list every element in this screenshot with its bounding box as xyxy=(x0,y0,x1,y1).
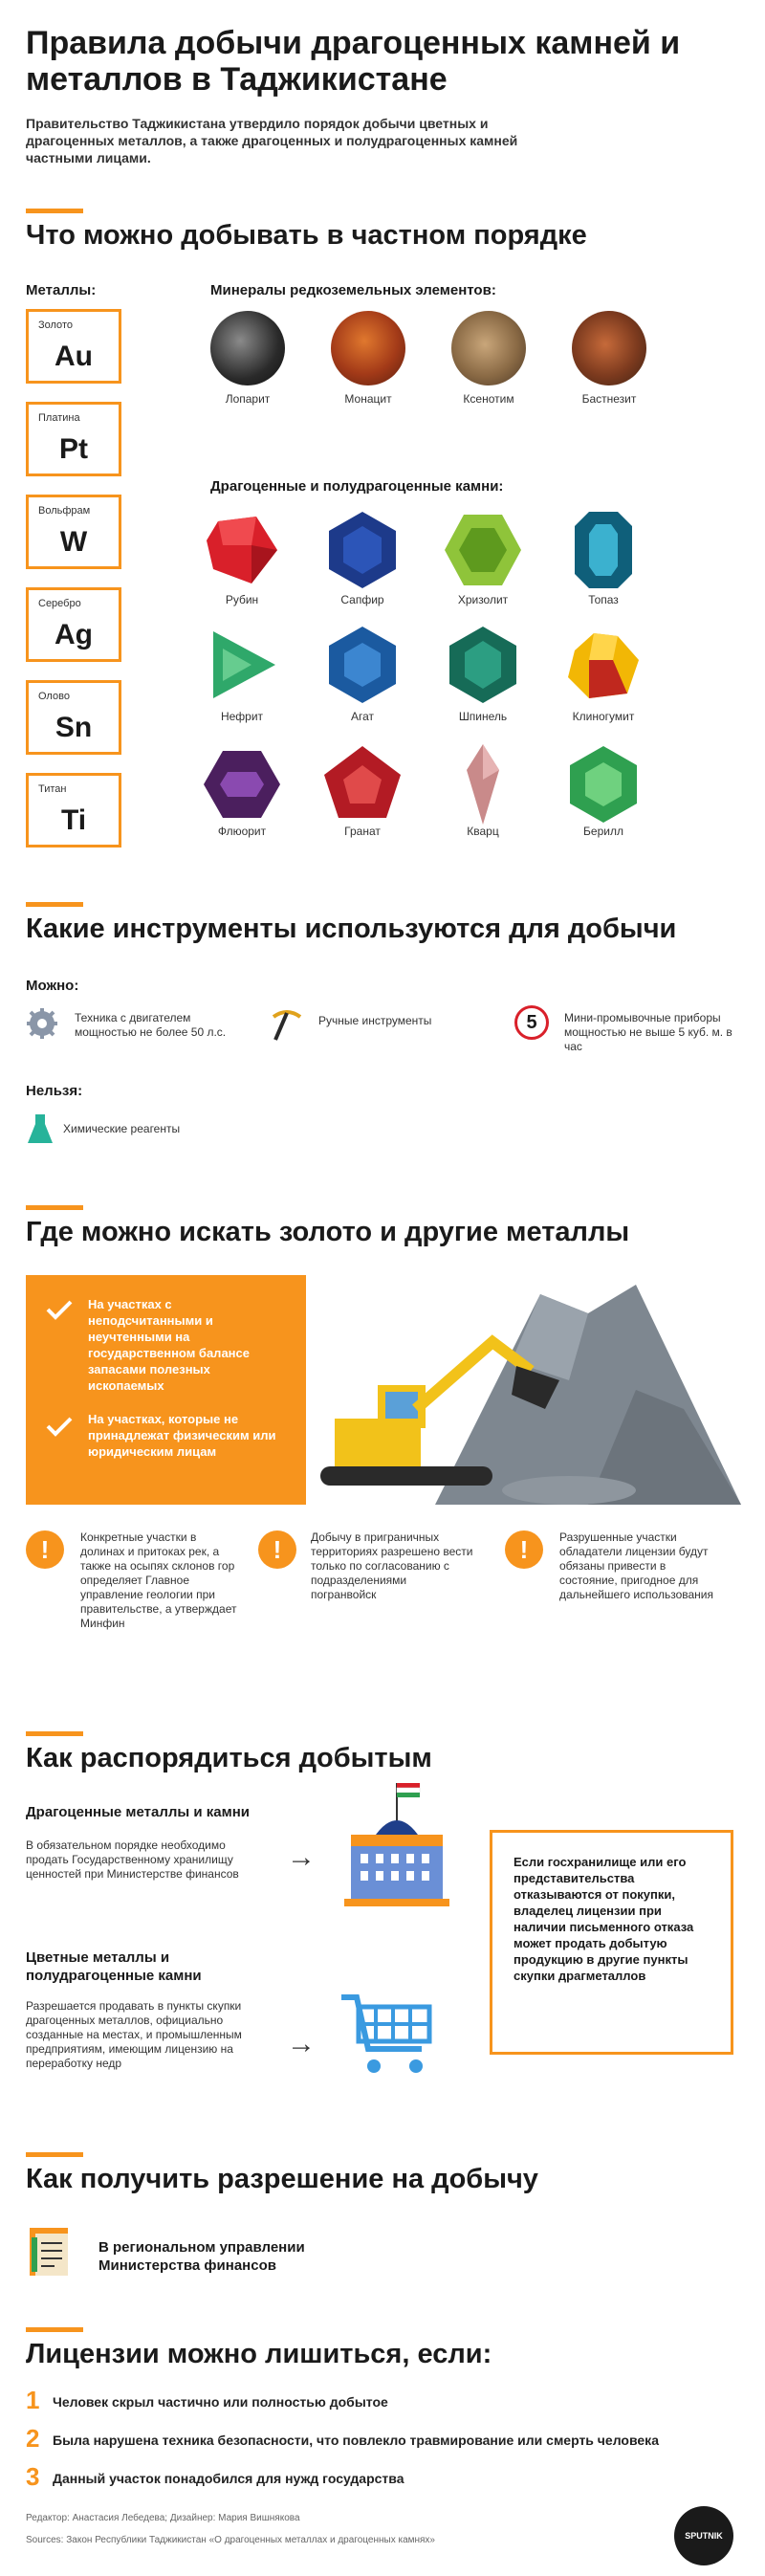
xenotime-image xyxy=(451,311,526,385)
note-text: Конкретные участки в долинах и притоках рек, а также на осыпях склонов гор определяет Главное управление геологии при правительстве, а утверждает Минфин xyxy=(80,1530,237,1630)
section-bar xyxy=(26,1205,83,1210)
section-bar xyxy=(26,2327,83,2332)
metal-tin xyxy=(26,680,121,755)
spinel-icon xyxy=(440,622,526,708)
section-title-private: Что можно добывать в частном порядке xyxy=(26,220,587,251)
gem-caption: Кварц xyxy=(467,825,499,838)
chrysolite-icon xyxy=(440,507,526,593)
section-title-loss: Лицензии можно лишиться, если: xyxy=(26,2339,492,2369)
metal-name: Золото xyxy=(38,319,73,331)
loss-text: Была нарушена техника безопасности, что повлекло травмирование или смерть человека xyxy=(53,2433,659,2448)
exclamation-icon: ! xyxy=(505,1530,543,1569)
pickaxe-icon xyxy=(270,1007,304,1042)
mineral-caption: Монацит xyxy=(344,392,392,406)
section-bar xyxy=(26,1731,83,1736)
metal-symbol: W xyxy=(59,526,88,558)
section-title-permit: Как получить разрешение на добычу xyxy=(26,2164,538,2194)
allowed-item: Ручные инструменты xyxy=(318,1014,432,1027)
lead-text: Правительство Таджикистана утвердило порядок добычи цветных и драгоценных металлов, а также драгоценных и полудрагоценных камней частными лицами. xyxy=(26,116,518,165)
loparite-image xyxy=(210,311,285,385)
arrow-right-icon: → xyxy=(287,1841,316,1873)
exclamation-icon: ! xyxy=(258,1530,296,1569)
mineral-caption: Ксенотим xyxy=(463,392,514,406)
notice-text: Если госхранилище или его представительства отказываются от покупки, владелец лицензии при наличии письменного отказа может продать добытую продукцию в другие пункты скупки драгметаллов xyxy=(514,1855,694,1983)
section-title-tools: Какие инструменты используются для добычи xyxy=(26,914,677,944)
quartz-icon xyxy=(440,741,526,827)
shopping-cart-icon xyxy=(339,1990,435,2081)
sources: Sources: Закон Республики Таджикистан «О драгоценных металлах и драгоценных камнях» xyxy=(26,2535,435,2545)
metal-symbol: Sn xyxy=(55,712,93,743)
gem-caption: Агат xyxy=(350,710,375,723)
gem-caption: Нефрит xyxy=(220,710,264,723)
metal-name: Серебро xyxy=(38,598,81,609)
document-icon xyxy=(26,2224,74,2279)
gem-caption: Рубин xyxy=(225,593,259,606)
bastnaesite-image xyxy=(572,311,646,385)
allowed-item: Мини-промывочные приборы мощностью не выше 5 куб. м. в час xyxy=(564,1011,732,1053)
section-title-dispose: Как распорядиться добытым xyxy=(26,1743,432,1773)
metal-platinum xyxy=(26,402,121,476)
agate-icon xyxy=(319,622,405,708)
metal-silver xyxy=(26,587,121,662)
condition-text: На участках с неподсчитанными и неучтенными на государственном балансе запасами полезных ископаемых xyxy=(88,1297,250,1393)
metal-symbol: Ag xyxy=(55,619,93,650)
mineral-caption: Лопарит xyxy=(225,392,271,406)
gem-caption: Гранат xyxy=(344,825,381,838)
excavator-mountain-illustration xyxy=(320,1275,741,1505)
check-icon xyxy=(46,1299,73,1320)
metal-name: Вольфрам xyxy=(38,505,91,517)
clinohumite-icon xyxy=(560,622,646,708)
metal-titanium xyxy=(26,773,121,848)
metal-name: Олово xyxy=(38,691,70,702)
condition-text: На участках, которые не принадлежат физическим или юридическим лицам xyxy=(88,1412,276,1459)
gem-caption: Клиногумит xyxy=(572,710,635,723)
arrow-right-icon: → xyxy=(287,2028,316,2059)
flask-icon xyxy=(26,1112,55,1145)
gem-caption: Топаз xyxy=(588,593,619,606)
metal-name: Титан xyxy=(38,783,67,795)
beryl-icon xyxy=(560,741,646,827)
gems-label: Драгоценные и полудрагоценные камни: xyxy=(210,478,504,495)
section-title-where: Где можно искать золото и другие металлы xyxy=(26,1217,630,1247)
exclamation-icon: ! xyxy=(26,1530,64,1569)
mineral-caption: Бастнезит xyxy=(581,392,637,406)
check-icon xyxy=(46,1416,73,1437)
section-bar xyxy=(26,209,83,213)
loss-text: Данный участок понадобился для нужд государства xyxy=(53,2471,404,2486)
topaz-icon xyxy=(560,507,646,593)
gem-caption: Шпинель xyxy=(458,710,508,723)
gem-caption: Берилл xyxy=(583,825,623,838)
color-title: Цветные металлы и полудрагоценные камни xyxy=(26,1949,202,1984)
allowed-item: Техника с двигателем мощностью не более 50 л.с. xyxy=(75,1011,227,1039)
metal-symbol: Ti xyxy=(60,804,87,836)
metal-gold xyxy=(26,309,121,384)
precious-text: В обязательном порядке необходимо продать Государственному хранилищу ценностей при Министерстве финансов xyxy=(26,1838,239,1881)
credits: Редактор: Анастасия Лебедева; Дизайнер: Мария Вишнякова xyxy=(26,2513,300,2523)
gear-icon xyxy=(26,1007,58,1040)
metals-label: Металлы: xyxy=(26,282,97,298)
monazite-image xyxy=(331,311,405,385)
metal-symbol: Pt xyxy=(59,433,88,465)
garnet-icon xyxy=(319,741,405,827)
power-limit-icon: 5 xyxy=(514,1005,549,1040)
section-bar xyxy=(26,2152,83,2157)
metal-symbol: Au xyxy=(55,341,93,372)
color-text: Разрешается продавать в пункты скупки драгоценных металлов, официально созданные на местах, и промышленным предприятиям, имеющим лицензию на переработку недр xyxy=(26,1999,242,2070)
nephrite-icon xyxy=(199,622,285,708)
loss-text: Человек скрыл частично или полностью добытое xyxy=(53,2394,388,2410)
precious-title: Драгоценные металлы и камни xyxy=(26,1804,250,1820)
note-text: Разрушенные участки обладатели лицензии будут обязаны привести в состояние, пригодное для дальнейшего использования xyxy=(559,1530,714,1601)
loss-number: 3 xyxy=(26,2462,40,2491)
metal-tungsten xyxy=(26,495,121,569)
forbidden-item: Химические реагенты xyxy=(63,1122,181,1135)
ruby-icon xyxy=(199,507,285,593)
gem-caption: Флюорит xyxy=(217,825,267,838)
treasury-building-icon xyxy=(339,1779,454,1913)
gem-caption: Хризолит xyxy=(457,593,509,606)
sapphire-icon xyxy=(319,507,405,593)
sputnik-logo: SPUTNIK xyxy=(674,2506,733,2565)
allowed-label: Можно: xyxy=(26,978,79,994)
page-title: Правила добычи драгоценных камней и металлов в Таджикистане xyxy=(26,25,681,98)
loss-number: 1 xyxy=(26,2386,40,2414)
metal-name: Платина xyxy=(38,412,80,424)
loss-number: 2 xyxy=(26,2424,40,2453)
section-bar xyxy=(26,902,83,907)
fluorite-icon xyxy=(199,741,285,827)
note-text: Добычу в приграничных территориях разрешено вести только по согласованию с подразделениями погранвойск xyxy=(311,1530,473,1601)
minerals-label: Минералы редкоземельных элементов: xyxy=(210,282,496,298)
permit-text: В региональном управлении Министерства финансов xyxy=(98,2239,305,2274)
forbidden-label: Нельзя: xyxy=(26,1083,83,1099)
gem-caption: Сапфир xyxy=(340,593,384,606)
